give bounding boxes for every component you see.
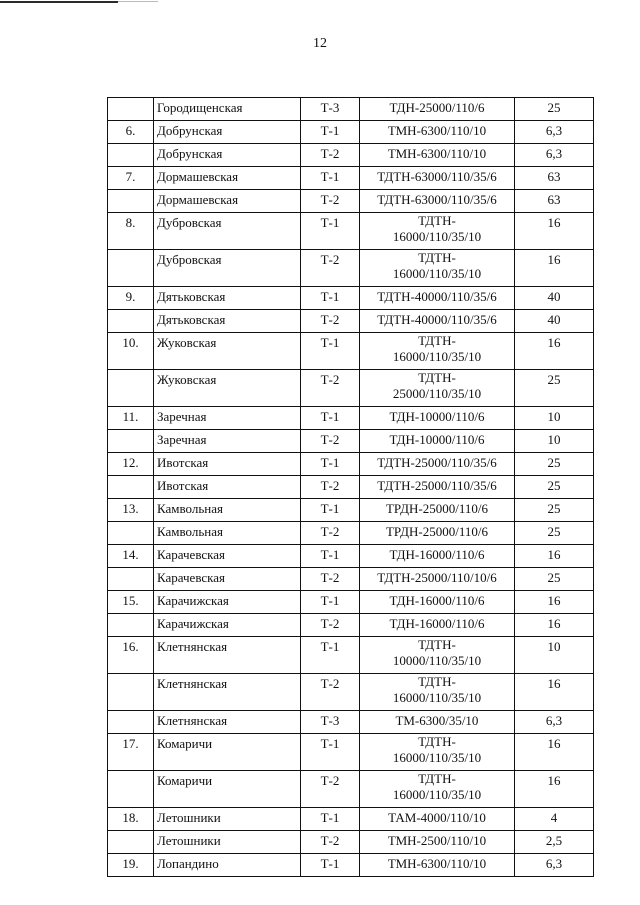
- transformer-type-cell: ТДН-16000/110/6: [360, 591, 515, 614]
- transformer-type-cell: ТМН-6300/110/10: [360, 144, 515, 167]
- table-row: [108, 333, 594, 370]
- table-row: [108, 287, 594, 310]
- transformer-type-cell: [360, 333, 515, 370]
- power-cell: 40: [515, 310, 594, 333]
- transformer-id-cell: Т-2: [301, 430, 360, 453]
- type-line-1: ТДТН-: [418, 250, 456, 265]
- transformer-id-cell: Т-1: [301, 545, 360, 568]
- substation-name-cell: Карачевская: [154, 568, 301, 591]
- type-line-2: 16000/110/35/10: [392, 690, 482, 705]
- table-row: [108, 522, 594, 545]
- table-row: [108, 213, 594, 250]
- transformer-id-cell: Т-1: [301, 734, 360, 771]
- transformer-type-cell: ТРДН-25000/110/6: [360, 499, 515, 522]
- power-cell: 6,3: [515, 711, 594, 734]
- substation-name-cell: Комаричи: [154, 771, 301, 808]
- substation-name-cell: Жуковская: [154, 370, 301, 407]
- power-cell: 16: [515, 333, 594, 370]
- type-line-1: ТДТН-: [418, 333, 456, 348]
- transformer-id-cell: Т-2: [301, 250, 360, 287]
- row-number-cell: 12.: [108, 453, 154, 476]
- table-row: [108, 545, 594, 568]
- page-number: 12: [313, 36, 327, 51]
- transformer-type-cell: ТДН-16000/110/6: [360, 545, 515, 568]
- table-row: [108, 430, 594, 453]
- power-cell: 25: [515, 476, 594, 499]
- type-line-2: 16000/110/35/10: [392, 229, 482, 244]
- substation-name-cell: Клетнянская: [154, 674, 301, 711]
- substation-name-cell: Комаричи: [154, 734, 301, 771]
- table-row: [108, 499, 594, 522]
- transformer-id-cell: Т-2: [301, 568, 360, 591]
- row-number-cell: [108, 771, 154, 808]
- row-number-cell: [108, 476, 154, 499]
- substation-name-cell: Лопандино: [154, 854, 301, 877]
- substation-name-cell: Добрунская: [154, 121, 301, 144]
- row-number-cell: 18.: [108, 808, 154, 831]
- substation-name-cell: Дубровская: [154, 250, 301, 287]
- substation-name-cell: Клетнянская: [154, 711, 301, 734]
- table-row: [108, 674, 594, 711]
- table-row: [108, 854, 594, 877]
- type-line-2: 16000/110/35/10: [392, 266, 482, 281]
- row-number-cell: [108, 310, 154, 333]
- row-number-cell: [108, 674, 154, 711]
- header-rule: [0, 0, 158, 4]
- row-number-cell: 6.: [108, 121, 154, 144]
- transformer-id-cell: Т-2: [301, 831, 360, 854]
- type-line-1: ТДТН-: [418, 213, 456, 228]
- substation-name-cell: Жуковская: [154, 333, 301, 370]
- table-row: [108, 190, 594, 213]
- power-cell: 25: [515, 499, 594, 522]
- transformer-type-cell: ТДН-10000/110/6: [360, 407, 515, 430]
- substation-name-cell: Клетнянская: [154, 637, 301, 674]
- transformer-type-cell: [360, 637, 515, 674]
- power-cell: 16: [515, 771, 594, 808]
- row-number-cell: 13.: [108, 499, 154, 522]
- transformer-type-cell: ТДТН-25000/110/35/6: [360, 476, 515, 499]
- transformer-id-cell: Т-1: [301, 287, 360, 310]
- transformer-type-cell: ТДТН-40000/110/35/6: [360, 310, 515, 333]
- power-cell: 25: [515, 568, 594, 591]
- power-cell: 63: [515, 167, 594, 190]
- transformer-type-cell: ТМН-2500/110/10: [360, 831, 515, 854]
- substation-name-cell: Дубровская: [154, 213, 301, 250]
- power-cell: 25: [515, 522, 594, 545]
- transformer-id-cell: Т-2: [301, 310, 360, 333]
- table-row: [108, 808, 594, 831]
- power-cell: 16: [515, 545, 594, 568]
- transformer-type-cell: ТДН-16000/110/6: [360, 614, 515, 637]
- transformer-id-cell: Т-2: [301, 476, 360, 499]
- row-number-cell: 8.: [108, 213, 154, 250]
- transformer-id-cell: Т-2: [301, 771, 360, 808]
- row-number-cell: 9.: [108, 287, 154, 310]
- transformer-type-cell: ТДН-10000/110/6: [360, 430, 515, 453]
- power-cell: 4: [515, 808, 594, 831]
- row-number-cell: [108, 250, 154, 287]
- power-cell: 6,3: [515, 854, 594, 877]
- substation-name-cell: Дормашевская: [154, 190, 301, 213]
- table-row: [108, 831, 594, 854]
- transformer-type-cell: [360, 370, 515, 407]
- table-row: [108, 614, 594, 637]
- substation-name-cell: Городищенская: [154, 98, 301, 121]
- transformer-id-cell: Т-2: [301, 674, 360, 711]
- transformer-id-cell: Т-2: [301, 190, 360, 213]
- substation-name-cell: Карачижская: [154, 614, 301, 637]
- table-row: [108, 771, 594, 808]
- transformer-type-cell: ТДТН-40000/110/35/6: [360, 287, 515, 310]
- substation-name-cell: Летошники: [154, 831, 301, 854]
- transformer-type-cell: ТДТН-63000/110/35/6: [360, 167, 515, 190]
- substation-name-cell: Ивотская: [154, 476, 301, 499]
- transformer-type-cell: ТМН-6300/110/10: [360, 121, 515, 144]
- transformer-id-cell: Т-1: [301, 121, 360, 144]
- table-row: [108, 121, 594, 144]
- substation-name-cell: Заречная: [154, 407, 301, 430]
- table-row: [108, 591, 594, 614]
- row-number-cell: [108, 190, 154, 213]
- power-cell: 25: [515, 453, 594, 476]
- row-number-cell: [108, 98, 154, 121]
- table-body: [108, 98, 594, 877]
- table-row: [108, 98, 594, 121]
- table-row: [108, 167, 594, 190]
- transformer-type-cell: [360, 674, 515, 711]
- transformer-type-cell: [360, 734, 515, 771]
- transformer-type-cell: [360, 771, 515, 808]
- power-cell: 40: [515, 287, 594, 310]
- row-number-cell: [108, 370, 154, 407]
- substation-name-cell: Заречная: [154, 430, 301, 453]
- power-cell: 25: [515, 98, 594, 121]
- row-number-cell: [108, 614, 154, 637]
- substation-name-cell: Карачижская: [154, 591, 301, 614]
- transformer-id-cell: Т-1: [301, 854, 360, 877]
- transformer-type-cell: ТАМ-4000/110/10: [360, 808, 515, 831]
- substation-name-cell: Летошники: [154, 808, 301, 831]
- table-row: [108, 370, 594, 407]
- transformer-id-cell: Т-2: [301, 614, 360, 637]
- transformer-type-cell: ТДН-25000/110/6: [360, 98, 515, 121]
- power-cell: 16: [515, 250, 594, 287]
- row-number-cell: [108, 522, 154, 545]
- row-number-cell: [108, 711, 154, 734]
- table-row: [108, 453, 594, 476]
- type-line-2: 10000/110/35/10: [392, 653, 482, 668]
- power-cell: 10: [515, 430, 594, 453]
- type-line-1: ТДТН-: [418, 771, 456, 786]
- table-row: [108, 476, 594, 499]
- table-row: [108, 407, 594, 430]
- substation-name-cell: Дятьковская: [154, 287, 301, 310]
- power-cell: 6,3: [515, 121, 594, 144]
- table-row: [108, 637, 594, 674]
- type-line-1: ТДТН-: [418, 734, 456, 749]
- power-cell: 16: [515, 213, 594, 250]
- transformer-type-cell: ТМ-6300/35/10: [360, 711, 515, 734]
- row-number-cell: 14.: [108, 545, 154, 568]
- power-cell: 16: [515, 591, 594, 614]
- type-line-1: ТДТН-: [418, 370, 456, 385]
- power-cell: 25: [515, 370, 594, 407]
- transformer-id-cell: Т-1: [301, 453, 360, 476]
- row-number-cell: 10.: [108, 333, 154, 370]
- table-row: [108, 250, 594, 287]
- row-number-cell: [108, 831, 154, 854]
- type-line-2: 16000/110/35/10: [392, 787, 482, 802]
- power-cell: 16: [515, 734, 594, 771]
- power-cell: 16: [515, 674, 594, 711]
- transformer-id-cell: Т-1: [301, 167, 360, 190]
- transformer-id-cell: Т-2: [301, 144, 360, 167]
- substation-name-cell: Ивотская: [154, 453, 301, 476]
- transformer-type-cell: ТРДН-25000/110/6: [360, 522, 515, 545]
- transformer-type-cell: [360, 213, 515, 250]
- row-number-cell: 11.: [108, 407, 154, 430]
- transformer-type-cell: ТДТН-25000/110/10/6: [360, 568, 515, 591]
- substation-name-cell: Добрунская: [154, 144, 301, 167]
- row-number-cell: 16.: [108, 637, 154, 674]
- transformer-id-cell: Т-1: [301, 499, 360, 522]
- transformer-id-cell: Т-2: [301, 522, 360, 545]
- table-row: [108, 711, 594, 734]
- transformer-type-cell: ТДТН-25000/110/35/6: [360, 453, 515, 476]
- power-cell: 2,5: [515, 831, 594, 854]
- row-number-cell: [108, 568, 154, 591]
- transformer-id-cell: Т-1: [301, 591, 360, 614]
- transformer-id-cell: Т-1: [301, 407, 360, 430]
- transformer-id-cell: Т-2: [301, 370, 360, 407]
- power-cell: 63: [515, 190, 594, 213]
- transformer-id-cell: Т-3: [301, 711, 360, 734]
- row-number-cell: 19.: [108, 854, 154, 877]
- type-line-2: 25000/110/35/10: [392, 386, 482, 401]
- substation-name-cell: Камвольная: [154, 499, 301, 522]
- transformer-id-cell: Т-1: [301, 213, 360, 250]
- row-number-cell: [108, 430, 154, 453]
- power-cell: 6,3: [515, 144, 594, 167]
- transformer-type-cell: ТМН-6300/110/10: [360, 854, 515, 877]
- power-cell: 10: [515, 407, 594, 430]
- type-line-1: ТДТН-: [418, 674, 456, 689]
- substation-name-cell: Камвольная: [154, 522, 301, 545]
- type-line-1: ТДТН-: [418, 637, 456, 652]
- power-cell: 16: [515, 614, 594, 637]
- table-row: [108, 734, 594, 771]
- transformer-id-cell: Т-1: [301, 808, 360, 831]
- substation-name-cell: Дятьковская: [154, 310, 301, 333]
- type-line-2: 16000/110/35/10: [392, 750, 482, 765]
- table-row: [108, 144, 594, 167]
- row-number-cell: 7.: [108, 167, 154, 190]
- transformer-id-cell: Т-1: [301, 637, 360, 674]
- row-number-cell: 15.: [108, 591, 154, 614]
- table-row: [108, 568, 594, 591]
- transformer-type-cell: ТДТН-63000/110/35/6: [360, 190, 515, 213]
- type-line-2: 16000/110/35/10: [392, 349, 482, 364]
- transformer-type-cell: [360, 250, 515, 287]
- transformer-id-cell: Т-3: [301, 98, 360, 121]
- power-cell: 10: [515, 637, 594, 674]
- substation-name-cell: Карачевская: [154, 545, 301, 568]
- transformer-table: [107, 97, 594, 877]
- row-number-cell: [108, 144, 154, 167]
- transformer-id-cell: Т-1: [301, 333, 360, 370]
- table-row: [108, 310, 594, 333]
- row-number-cell: 17.: [108, 734, 154, 771]
- substation-name-cell: Дормашевская: [154, 167, 301, 190]
